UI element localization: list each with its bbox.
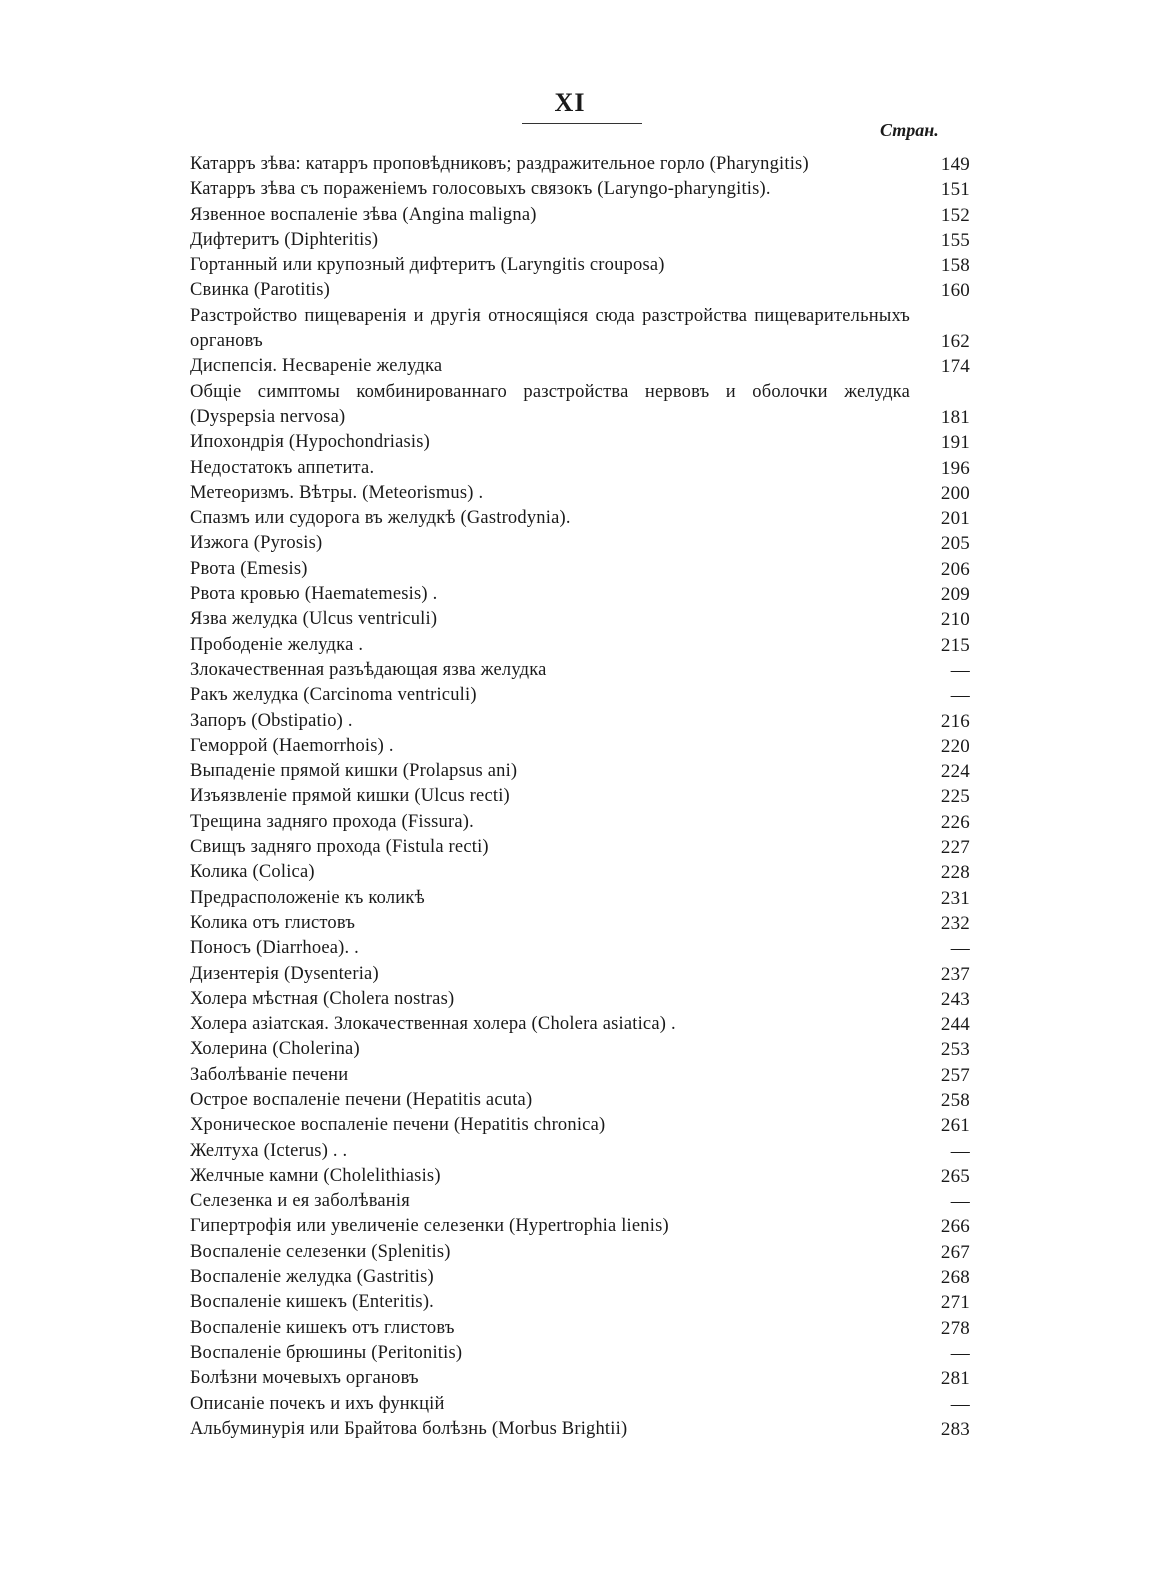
toc-entry-title: Воспаленіе кишекъ отъ глистовъ	[190, 1317, 455, 1338]
toc-entry-page: 152	[940, 204, 970, 226]
toc-entry-title: Изжога (Pyrosis)	[190, 533, 323, 554]
toc-entry	[190, 911, 980, 936]
toc-entry	[190, 380, 980, 431]
toc-entry-title: Выпаденіе прямой кишки (Prolapsus ani)	[190, 761, 518, 782]
toc-entry-title: Предрасположеніе къ коликѣ	[190, 887, 425, 908]
toc-entry	[190, 1341, 980, 1366]
toc-entry-title: Свищъ задняго прохода (Fistula recti)	[190, 837, 489, 858]
toc-entry-title: Трещина задняго прохода (Fissura).	[190, 811, 474, 832]
toc-entry-title: Острое воспаленіе печени (Hepatitis acuta)	[190, 1089, 533, 1110]
toc-entry-page: 210	[940, 609, 970, 631]
toc-entry-title: Диспепсія. Несвареніе желудка	[190, 356, 443, 377]
toc-entry	[190, 759, 980, 784]
toc-entry-page: 155	[940, 229, 970, 251]
toc-entry-page: 191	[940, 432, 970, 454]
toc-entry-page: 237	[940, 963, 970, 985]
toc-entry-page: 149	[940, 154, 970, 175]
toc-entry-title: Недостатокъ аппетита.	[190, 457, 375, 478]
toc-entry-page: 278	[940, 1317, 970, 1339]
toc-entry-page: 205	[940, 533, 970, 555]
toc-entry-page: 200	[940, 482, 970, 504]
toc-entry-title: Рвота кровью (Haematemesis) .	[190, 584, 438, 605]
toc-entry	[190, 177, 980, 202]
toc-entry-page: —	[950, 1393, 970, 1415]
toc-entry	[190, 1417, 980, 1442]
toc-entry-title: Катарръ зѣва: катарръ проповѣдниковъ; раздражительное горло (Pharyngitis)	[190, 154, 809, 174]
toc-entry	[190, 253, 980, 278]
toc-entry	[190, 1139, 980, 1164]
toc-entry-page: 271	[940, 1292, 970, 1314]
toc-entry-page: 253	[940, 1039, 970, 1061]
toc-entry-title: Общіе симптомы комбинированнаго разстройства нервовъ и оболочки желудка (Dyspepsia nervosa)	[190, 381, 910, 427]
toc-entry	[190, 1240, 980, 1265]
toc-entry	[190, 1113, 980, 1138]
toc-entry-title: Воспаленіе кишекъ (Enteritis).	[190, 1292, 435, 1313]
toc-entry	[190, 278, 980, 303]
toc-entry-page: 181	[940, 406, 970, 428]
toc-entry-title: Холерина (Cholerina)	[190, 1039, 360, 1060]
toc-entry	[190, 987, 980, 1012]
toc-entry	[190, 531, 980, 556]
toc-entry	[190, 1189, 980, 1214]
toc-entry-title: Холера азіатская. Злокачественная холера (Cholera asiatica) .	[190, 1014, 676, 1035]
toc-entry-title: Прободеніе желудка .	[190, 634, 364, 655]
toc-entry-page: —	[950, 938, 970, 960]
toc-entry	[190, 430, 980, 455]
toc-entry-page: 232	[940, 912, 970, 934]
toc-entry-page: 265	[940, 1165, 970, 1187]
toc-entry-title: Запоръ (Obstipatio) .	[190, 710, 353, 731]
page-column-header: Стран.	[880, 120, 939, 140]
toc-entry-page: 215	[940, 634, 970, 656]
toc-entry	[190, 354, 980, 379]
toc-entry-page: 257	[940, 1064, 970, 1086]
toc-entry	[190, 962, 980, 987]
toc-entry-page: 268	[940, 1267, 970, 1289]
toc-entry	[190, 633, 980, 658]
toc-entry-page: 228	[940, 862, 970, 884]
toc-entry	[190, 1316, 980, 1341]
toc-entry	[190, 203, 980, 228]
toc-entry	[190, 557, 980, 582]
toc-entry	[190, 835, 980, 860]
toc-entry	[190, 152, 980, 177]
toc-entry	[190, 1012, 980, 1037]
toc-entry	[190, 1088, 980, 1113]
toc-entry	[190, 582, 980, 607]
toc-entry-page: 258	[940, 1089, 970, 1111]
toc-entry-page: 224	[940, 761, 970, 783]
toc-entry-title: Геморрой (Haemorrhois) .	[190, 735, 394, 756]
toc-entry-title: Разстройство пищеваренія и другія относящіяся сюда разстройства пищеварительныхъ органовъ	[190, 305, 910, 352]
toc-entry-title: Альбуминурія или Брайтова болѣзнь (Morbus Brightii)	[190, 1418, 628, 1439]
toc-entry-page: 162	[940, 331, 970, 353]
toc-entry-title: Катарръ зѣва съ пораженіемъ голосовыхъ связокъ (Laryngo-pharyngitis).	[190, 179, 771, 200]
toc-entry	[190, 860, 980, 885]
toc-entry	[190, 810, 980, 835]
toc-entry-title: Холера мѣстная (Cholera nostras)	[190, 988, 455, 1009]
toc-entry	[190, 658, 980, 683]
toc-entry-title: Селезенка и ея заболѣванія	[190, 1191, 410, 1212]
toc-entry	[190, 784, 980, 809]
toc-entry-page: 151	[940, 179, 970, 201]
toc-entry-title: Ракъ желудка (Carcinoma ventriculi)	[190, 685, 477, 706]
toc-entry-title: Болѣзни мочевыхъ органовъ	[190, 1368, 419, 1389]
toc-entry-page: 201	[940, 508, 970, 530]
toc-entry-page: 281	[940, 1368, 970, 1390]
toc-entry-page: —	[950, 1342, 970, 1364]
toc-entry-page: —	[950, 685, 970, 707]
toc-entry-title: Гортанный или крупозный дифтеритъ (Laryngitis crouposa)	[190, 255, 665, 276]
toc-entry-title: Хроническое воспаленіе печени (Hepatitis chronica)	[190, 1115, 606, 1136]
toc-entry	[190, 228, 980, 253]
toc-entry	[190, 709, 980, 734]
toc-entry	[190, 886, 980, 911]
toc-entry-title: Колика (Colica)	[190, 862, 315, 883]
toc-entry-page: 266	[940, 1216, 970, 1238]
toc-entry-title: Язва желудка (Ulcus ventriculi)	[190, 609, 438, 630]
toc-entry	[190, 1366, 980, 1391]
toc-entry-title: Дифтеритъ (Diphteritis)	[190, 229, 379, 250]
toc-entry-title: Рвота (Emesis)	[190, 558, 308, 579]
toc-entry	[190, 734, 980, 759]
toc-entry-page: 261	[940, 1115, 970, 1137]
toc-entry-page: —	[950, 659, 970, 681]
toc-entry-page: 231	[940, 887, 970, 909]
toc-entry	[190, 506, 980, 531]
toc-entry-title: Воспаленіе селезенки (Splenitis)	[190, 1241, 451, 1262]
toc-entry-title: Язвенное воспаленіе зѣва (Angina maligna)	[190, 204, 537, 225]
toc-entry-title: Злокачественная разъѣдающая язва желудка	[190, 659, 547, 680]
toc-entry-page: 209	[940, 584, 970, 606]
toc-entry-page: 243	[940, 988, 970, 1010]
toc-entry	[190, 1214, 980, 1239]
toc-entry-page: 174	[940, 356, 970, 378]
toc-entry-page: 158	[940, 255, 970, 277]
toc-entry-page: 216	[940, 710, 970, 732]
toc-entry	[190, 304, 980, 355]
toc-entry	[190, 1164, 980, 1189]
header-rule	[522, 123, 642, 124]
toc-entry	[190, 481, 980, 506]
toc-entry-title: Дизентерія (Dysenteria)	[190, 963, 379, 984]
toc-entry-title: Изъязвленіе прямой кишки (Ulcus recti)	[190, 786, 510, 807]
toc-entry	[190, 456, 980, 481]
page-number: XI	[554, 88, 586, 117]
toc-entry-page: 227	[940, 837, 970, 859]
toc-entry-page: —	[950, 1191, 970, 1213]
toc-entry-title: Описаніе почекъ и ихъ функцій	[190, 1393, 445, 1414]
toc-entry-title: Ипохондрія (Hypochondriasis)	[190, 432, 430, 453]
toc-entry-page: —	[950, 1140, 970, 1162]
toc-entry-title: Колика отъ глистовъ	[190, 912, 356, 933]
toc-entry-title: Метеоризмъ. Вѣтры. (Meteorismus) .	[190, 482, 484, 503]
toc-entry-title: Свинка (Parotitis)	[190, 280, 331, 301]
toc-entry	[190, 936, 980, 961]
toc-entry-title: Гипертрофія или увеличеніе селезенки (Hypertrophia lienis)	[190, 1216, 669, 1237]
toc-entry-page: 283	[940, 1418, 970, 1440]
toc-entry	[190, 1037, 980, 1062]
toc-entry-page: 206	[940, 558, 970, 580]
toc-entry-title: Поносъ (Diarrhoea). .	[190, 938, 359, 959]
toc-entry-page: 267	[940, 1241, 970, 1263]
toc-entry-title: Желтуха (Icterus) . .	[190, 1140, 348, 1161]
toc-entry	[190, 683, 980, 708]
toc-entry-page: 226	[940, 811, 970, 833]
toc-entry	[190, 1392, 980, 1417]
toc-entry-title: Желчные камни (Cholelithiasis)	[190, 1165, 441, 1186]
toc-entry-page: 244	[940, 1014, 970, 1036]
toc-entry	[190, 1063, 980, 1088]
toc-entry-title: Заболѣваніе печени	[190, 1064, 349, 1085]
table-of-contents	[190, 152, 980, 1442]
toc-entry	[190, 607, 980, 632]
toc-entry	[190, 1290, 980, 1315]
toc-entry-page: 220	[940, 735, 970, 757]
toc-entry-title: Воспаленіе брюшины (Peritonitis)	[190, 1342, 463, 1363]
toc-entry-page: 160	[940, 280, 970, 302]
toc-entry-title: Воспаленіе желудка (Gastritis)	[190, 1267, 434, 1288]
toc-entry-page: 225	[940, 786, 970, 808]
toc-entry	[190, 1265, 980, 1290]
toc-entry-page: 196	[940, 457, 970, 479]
toc-entry-title: Спазмъ или судорога въ желудкѣ (Gastrodynia).	[190, 508, 571, 529]
